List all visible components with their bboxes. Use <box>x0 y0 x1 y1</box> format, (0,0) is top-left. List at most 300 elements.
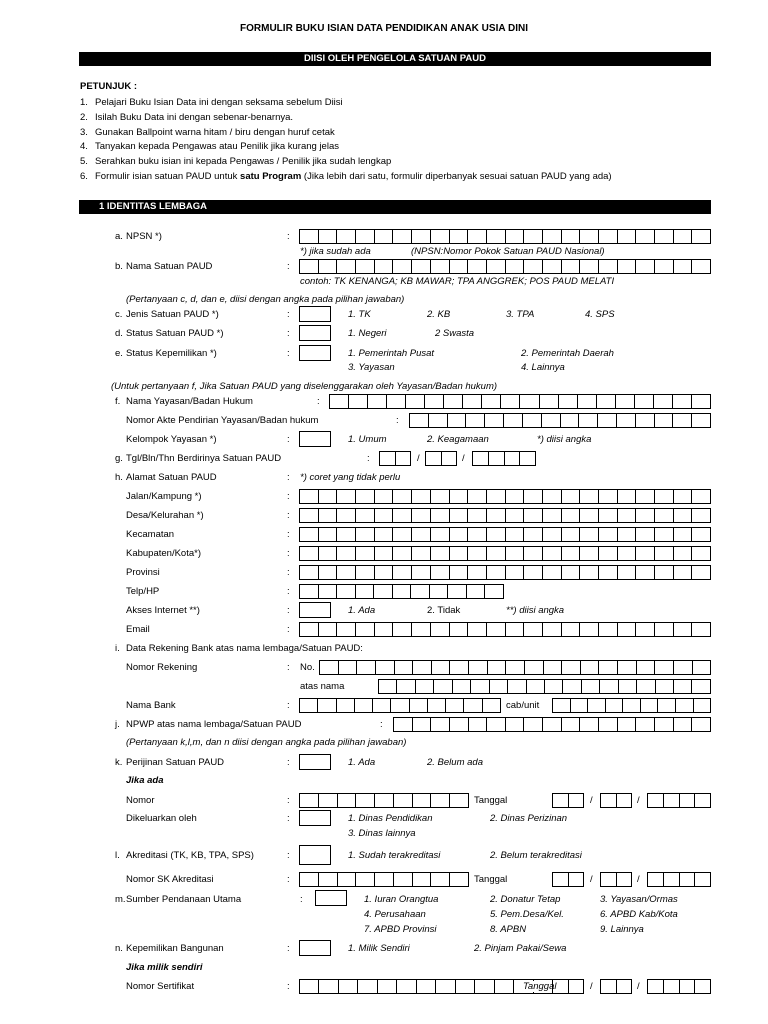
input-cell[interactable] <box>319 528 338 541</box>
input-cell[interactable] <box>618 528 637 541</box>
input-cell[interactable] <box>676 699 694 712</box>
input-cell[interactable] <box>505 452 521 465</box>
input-cell[interactable] <box>599 718 618 731</box>
input-cell[interactable] <box>450 528 469 541</box>
input-cell[interactable] <box>674 623 693 636</box>
input-cell[interactable] <box>658 699 676 712</box>
input-cell[interactable] <box>636 623 655 636</box>
input-cell[interactable] <box>487 260 506 273</box>
input-cell[interactable] <box>394 718 413 731</box>
input-cell[interactable] <box>692 680 709 693</box>
input-cell[interactable] <box>692 566 710 579</box>
input-cell[interactable] <box>655 661 674 674</box>
input-cell[interactable] <box>636 547 655 560</box>
input-cell[interactable] <box>599 566 618 579</box>
input-cell[interactable] <box>506 230 525 243</box>
input-cell[interactable] <box>431 566 450 579</box>
input-cell[interactable] <box>580 509 599 522</box>
input-cell[interactable] <box>562 623 581 636</box>
input-cell[interactable] <box>692 547 710 560</box>
input-cell[interactable] <box>300 794 319 807</box>
input-cell[interactable] <box>319 566 338 579</box>
input-cell[interactable] <box>524 718 543 731</box>
input-cell[interactable] <box>655 718 674 731</box>
input-cell[interactable] <box>543 528 562 541</box>
input-cell[interactable] <box>446 699 464 712</box>
input-cell[interactable] <box>469 661 488 674</box>
input-cell[interactable] <box>450 509 469 522</box>
input-cell[interactable] <box>655 414 674 427</box>
input-cell[interactable] <box>487 490 506 503</box>
bangunan-input[interactable] <box>299 940 331 956</box>
npwp-input[interactable] <box>393 717 711 732</box>
sk-month[interactable] <box>600 872 632 887</box>
input-cell[interactable] <box>406 395 425 408</box>
jenis-satuan-input[interactable] <box>299 306 331 322</box>
input-cell[interactable] <box>524 528 543 541</box>
input-cell[interactable] <box>545 680 563 693</box>
input-cell[interactable] <box>636 414 655 427</box>
input-cell[interactable] <box>431 490 450 503</box>
input-cell[interactable] <box>520 452 535 465</box>
input-cell[interactable] <box>467 585 486 598</box>
akreditasi-input[interactable] <box>299 845 331 865</box>
input-cell[interactable] <box>692 623 710 636</box>
input-cell[interactable] <box>416 680 434 693</box>
input-cell[interactable] <box>430 585 449 598</box>
input-cell[interactable] <box>300 260 319 273</box>
input-cell[interactable] <box>618 230 637 243</box>
input-cell[interactable] <box>356 547 375 560</box>
ijin-year[interactable] <box>647 793 711 808</box>
input-cell[interactable] <box>617 414 636 427</box>
input-cell[interactable] <box>673 395 692 408</box>
input-cell[interactable] <box>436 980 455 993</box>
status-kepemilikan-input[interactable] <box>299 345 331 361</box>
input-cell[interactable] <box>431 547 450 560</box>
input-cell[interactable] <box>674 566 693 579</box>
input-cell[interactable] <box>485 585 503 598</box>
sk-year[interactable] <box>647 872 711 887</box>
input-cell[interactable] <box>431 794 450 807</box>
input-cell[interactable] <box>337 585 356 598</box>
input-cell[interactable] <box>442 452 457 465</box>
input-cell[interactable] <box>648 980 664 993</box>
input-cell[interactable] <box>337 528 356 541</box>
input-cell[interactable] <box>692 528 710 541</box>
input-cell[interactable] <box>601 980 617 993</box>
input-cell[interactable] <box>636 230 655 243</box>
input-cell[interactable] <box>468 230 487 243</box>
input-cell[interactable] <box>524 230 543 243</box>
input-cell[interactable] <box>553 699 571 712</box>
input-cell[interactable] <box>349 395 368 408</box>
input-cell[interactable] <box>637 680 655 693</box>
nama-satuan-input[interactable] <box>299 259 711 274</box>
input-cell[interactable] <box>655 260 674 273</box>
input-cell[interactable] <box>641 699 659 712</box>
input-cell[interactable] <box>674 260 693 273</box>
input-cell[interactable] <box>411 585 430 598</box>
input-cell[interactable] <box>450 661 469 674</box>
input-cell[interactable] <box>523 414 542 427</box>
input-cell[interactable] <box>356 585 375 598</box>
input-cell[interactable] <box>694 699 711 712</box>
input-cell[interactable] <box>319 547 338 560</box>
input-cell[interactable] <box>581 661 600 674</box>
nomor-ijin-input[interactable] <box>299 793 469 808</box>
input-cell[interactable] <box>506 623 525 636</box>
input-cell[interactable] <box>410 414 429 427</box>
input-cell[interactable] <box>580 566 599 579</box>
input-cell[interactable] <box>599 547 618 560</box>
input-cell[interactable] <box>692 260 710 273</box>
input-cell[interactable] <box>330 395 349 408</box>
input-cell[interactable] <box>375 623 394 636</box>
input-cell[interactable] <box>597 395 616 408</box>
input-cell[interactable] <box>482 395 501 408</box>
pendanaan-input[interactable] <box>315 890 347 906</box>
input-cell[interactable] <box>375 566 394 579</box>
input-cell[interactable] <box>601 873 617 886</box>
tgl-berdiri-day[interactable] <box>379 451 411 466</box>
input-cell[interactable] <box>674 528 693 541</box>
ijin-day[interactable] <box>552 793 584 808</box>
input-cell[interactable] <box>527 680 545 693</box>
input-cell[interactable] <box>412 230 431 243</box>
input-cell[interactable] <box>396 452 411 465</box>
input-cell[interactable] <box>320 661 339 674</box>
input-cell[interactable] <box>606 699 624 712</box>
kecamatan-input[interactable] <box>299 527 711 542</box>
input-cell[interactable] <box>339 980 358 993</box>
input-cell[interactable] <box>450 260 469 273</box>
sk-day[interactable] <box>552 872 584 887</box>
input-cell[interactable] <box>524 260 543 273</box>
input-cell[interactable] <box>571 699 589 712</box>
input-cell[interactable] <box>680 794 696 807</box>
input-cell[interactable] <box>599 528 618 541</box>
input-cell[interactable] <box>468 547 487 560</box>
input-cell[interactable] <box>375 230 394 243</box>
input-cell[interactable] <box>356 230 375 243</box>
input-cell[interactable] <box>393 585 412 598</box>
input-cell[interactable] <box>618 260 637 273</box>
input-cell[interactable] <box>355 699 373 712</box>
input-cell[interactable] <box>300 490 319 503</box>
input-cell[interactable] <box>338 873 357 886</box>
sertifikat-input[interactable] <box>299 979 553 994</box>
input-cell[interactable] <box>431 528 450 541</box>
input-cell[interactable] <box>356 509 375 522</box>
input-cell[interactable] <box>562 661 581 674</box>
input-cell[interactable] <box>487 509 506 522</box>
input-cell[interactable] <box>397 680 415 693</box>
input-cell[interactable] <box>300 585 319 598</box>
input-cell[interactable] <box>412 509 431 522</box>
input-cell[interactable] <box>655 547 674 560</box>
cab-input[interactable] <box>552 698 711 713</box>
input-cell[interactable] <box>617 873 632 886</box>
input-cell[interactable] <box>580 528 599 541</box>
input-cell[interactable] <box>318 699 336 712</box>
input-cell[interactable] <box>413 794 432 807</box>
input-cell[interactable] <box>410 699 428 712</box>
input-cell[interactable] <box>648 873 664 886</box>
input-cell[interactable] <box>337 490 356 503</box>
input-cell[interactable] <box>337 699 355 712</box>
input-cell[interactable] <box>471 680 489 693</box>
input-cell[interactable] <box>655 230 674 243</box>
input-cell[interactable] <box>501 395 520 408</box>
input-cell[interactable] <box>450 718 469 731</box>
input-cell[interactable] <box>623 699 641 712</box>
input-cell[interactable] <box>450 873 468 886</box>
input-cell[interactable] <box>394 794 413 807</box>
input-cell[interactable] <box>300 509 319 522</box>
input-cell[interactable] <box>393 230 412 243</box>
input-cell[interactable] <box>395 661 414 674</box>
sertifikat-month[interactable] <box>600 979 632 994</box>
telp-input[interactable] <box>299 584 504 599</box>
input-cell[interactable] <box>393 547 412 560</box>
tgl-berdiri-year[interactable] <box>472 451 536 466</box>
input-cell[interactable] <box>617 980 632 993</box>
input-cell[interactable] <box>561 414 580 427</box>
input-cell[interactable] <box>680 980 696 993</box>
input-cell[interactable] <box>543 490 562 503</box>
input-cell[interactable] <box>618 566 637 579</box>
input-cell[interactable] <box>356 623 375 636</box>
input-cell[interactable] <box>469 718 488 731</box>
input-cell[interactable] <box>450 547 469 560</box>
input-cell[interactable] <box>431 623 450 636</box>
input-cell[interactable] <box>543 718 562 731</box>
input-cell[interactable] <box>393 260 412 273</box>
input-cell[interactable] <box>601 794 617 807</box>
input-cell[interactable] <box>337 623 356 636</box>
input-cell[interactable] <box>580 490 599 503</box>
input-cell[interactable] <box>431 260 450 273</box>
input-cell[interactable] <box>434 680 452 693</box>
input-cell[interactable] <box>319 980 338 993</box>
input-cell[interactable] <box>674 509 693 522</box>
input-cell[interactable] <box>428 699 446 712</box>
input-cell[interactable] <box>540 395 559 408</box>
input-cell[interactable] <box>636 566 655 579</box>
perijinan-input[interactable] <box>299 754 331 770</box>
input-cell[interactable] <box>508 680 526 693</box>
input-cell[interactable] <box>506 566 525 579</box>
input-cell[interactable] <box>543 623 562 636</box>
input-cell[interactable] <box>319 490 338 503</box>
input-cell[interactable] <box>504 414 523 427</box>
input-cell[interactable] <box>636 509 655 522</box>
input-cell[interactable] <box>656 680 674 693</box>
input-cell[interactable] <box>356 794 375 807</box>
input-cell[interactable] <box>450 623 469 636</box>
tgl-berdiri-month[interactable] <box>425 451 457 466</box>
input-cell[interactable] <box>432 661 451 674</box>
input-cell[interactable] <box>655 528 674 541</box>
input-cell[interactable] <box>506 490 525 503</box>
input-cell[interactable] <box>543 509 562 522</box>
input-cell[interactable] <box>300 566 319 579</box>
input-cell[interactable] <box>319 873 338 886</box>
input-cell[interactable] <box>468 623 487 636</box>
input-cell[interactable] <box>655 623 674 636</box>
input-cell[interactable] <box>562 566 581 579</box>
input-cell[interactable] <box>412 490 431 503</box>
input-cell[interactable] <box>412 528 431 541</box>
input-cell[interactable] <box>412 623 431 636</box>
input-cell[interactable] <box>450 566 469 579</box>
input-cell[interactable] <box>693 661 711 674</box>
nama-yayasan-input[interactable] <box>329 394 711 409</box>
input-cell[interactable] <box>319 585 338 598</box>
input-cell[interactable] <box>375 509 394 522</box>
input-cell[interactable] <box>543 260 562 273</box>
dikeluarkan-input[interactable] <box>299 810 331 826</box>
input-cell[interactable] <box>692 718 710 731</box>
input-cell[interactable] <box>300 980 319 993</box>
kabupaten-input[interactable] <box>299 546 711 561</box>
input-cell[interactable] <box>456 980 475 993</box>
input-cell[interactable] <box>300 623 319 636</box>
input-cell[interactable] <box>506 661 525 674</box>
input-cell[interactable] <box>374 585 393 598</box>
input-cell[interactable] <box>319 623 338 636</box>
input-cell[interactable] <box>466 414 485 427</box>
input-cell[interactable] <box>674 661 693 674</box>
input-cell[interactable] <box>636 490 655 503</box>
input-cell[interactable] <box>356 260 375 273</box>
input-cell[interactable] <box>695 873 710 886</box>
input-cell[interactable] <box>520 395 539 408</box>
input-cell[interactable] <box>319 509 338 522</box>
input-cell[interactable] <box>525 661 544 674</box>
input-cell[interactable] <box>599 661 618 674</box>
input-cell[interactable] <box>616 395 635 408</box>
input-cell[interactable] <box>562 718 581 731</box>
input-cell[interactable] <box>487 230 506 243</box>
input-cell[interactable] <box>376 661 395 674</box>
input-cell[interactable] <box>524 623 543 636</box>
input-cell[interactable] <box>562 547 581 560</box>
kelompok-input[interactable] <box>299 431 331 447</box>
input-cell[interactable] <box>692 509 710 522</box>
input-cell[interactable] <box>580 623 599 636</box>
input-cell[interactable] <box>356 873 375 886</box>
input-cell[interactable] <box>417 980 436 993</box>
input-cell[interactable] <box>617 794 632 807</box>
input-cell[interactable] <box>506 528 525 541</box>
input-cell[interactable] <box>393 509 412 522</box>
input-cell[interactable] <box>674 680 692 693</box>
input-cell[interactable] <box>397 980 416 993</box>
input-cell[interactable] <box>506 547 525 560</box>
input-cell[interactable] <box>636 260 655 273</box>
input-cell[interactable] <box>524 509 543 522</box>
input-cell[interactable] <box>582 680 600 693</box>
input-cell[interactable] <box>387 395 406 408</box>
npsn-input[interactable] <box>299 229 711 244</box>
input-cell[interactable] <box>580 230 599 243</box>
input-cell[interactable] <box>562 490 581 503</box>
input-cell[interactable] <box>664 873 680 886</box>
sertifikat-year[interactable] <box>647 979 711 994</box>
input-cell[interactable] <box>674 490 693 503</box>
akte-input[interactable] <box>409 413 711 428</box>
input-cell[interactable] <box>412 260 431 273</box>
input-cell[interactable] <box>487 528 506 541</box>
input-cell[interactable] <box>300 699 318 712</box>
input-cell[interactable] <box>337 547 356 560</box>
input-cell[interactable] <box>524 547 543 560</box>
input-cell[interactable] <box>490 680 508 693</box>
input-cell[interactable] <box>468 528 487 541</box>
input-cell[interactable] <box>448 585 467 598</box>
input-cell[interactable] <box>673 414 692 427</box>
input-cell[interactable] <box>543 230 562 243</box>
input-cell[interactable] <box>473 452 489 465</box>
input-cell[interactable] <box>475 980 494 993</box>
input-cell[interactable] <box>569 980 584 993</box>
input-cell[interactable] <box>506 509 525 522</box>
input-cell[interactable] <box>487 623 506 636</box>
input-cell[interactable] <box>483 699 500 712</box>
sk-akreditasi-input[interactable] <box>299 872 469 887</box>
input-cell[interactable] <box>413 718 432 731</box>
input-cell[interactable] <box>655 490 674 503</box>
input-cell[interactable] <box>695 794 710 807</box>
input-cell[interactable] <box>563 680 581 693</box>
input-cell[interactable] <box>562 230 581 243</box>
input-cell[interactable] <box>425 395 444 408</box>
atas-nama-input[interactable] <box>378 679 711 694</box>
input-cell[interactable] <box>485 414 504 427</box>
input-cell[interactable] <box>375 873 394 886</box>
sertifikat-day[interactable] <box>552 979 584 994</box>
input-cell[interactable] <box>391 699 409 712</box>
input-cell[interactable] <box>468 490 487 503</box>
input-cell[interactable] <box>599 509 618 522</box>
input-cell[interactable] <box>579 414 598 427</box>
input-cell[interactable] <box>468 260 487 273</box>
input-cell[interactable] <box>569 794 584 807</box>
input-cell[interactable] <box>375 794 394 807</box>
input-cell[interactable] <box>599 623 618 636</box>
input-cell[interactable] <box>562 528 581 541</box>
input-cell[interactable] <box>463 395 482 408</box>
input-cell[interactable] <box>553 980 569 993</box>
input-cell[interactable] <box>378 980 397 993</box>
input-cell[interactable] <box>562 260 581 273</box>
input-cell[interactable] <box>655 509 674 522</box>
desa-input[interactable] <box>299 508 711 523</box>
provinsi-input[interactable] <box>299 565 711 580</box>
input-cell[interactable] <box>393 528 412 541</box>
input-cell[interactable] <box>373 699 391 712</box>
input-cell[interactable] <box>618 718 637 731</box>
input-cell[interactable] <box>338 794 357 807</box>
input-cell[interactable] <box>674 718 693 731</box>
input-cell[interactable] <box>337 509 356 522</box>
input-cell[interactable] <box>598 414 617 427</box>
input-cell[interactable] <box>580 547 599 560</box>
input-cell[interactable] <box>488 661 507 674</box>
input-cell[interactable] <box>692 395 710 408</box>
